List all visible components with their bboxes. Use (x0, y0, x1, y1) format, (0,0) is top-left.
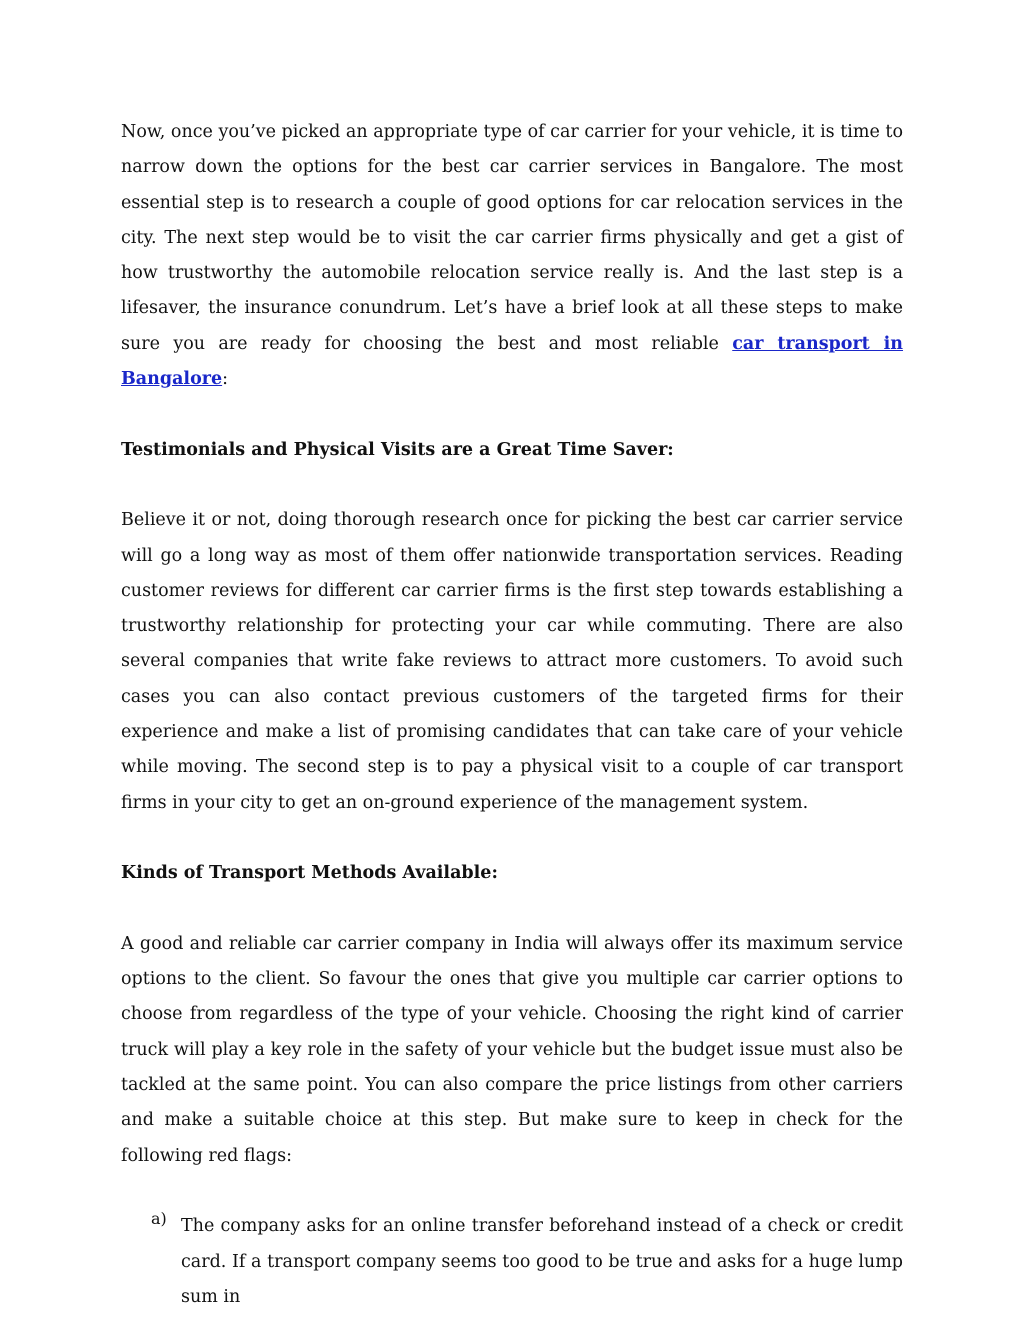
list-item (121, 1209, 903, 1315)
paragraph-spacer (121, 821, 903, 856)
document-page (121, 115, 903, 1315)
paragraph-spacer (121, 468, 903, 503)
intro-paragraph (121, 115, 903, 397)
intro-text: Now, once you’ve picked an appropriate type of car carrier for your vehicle, it is time to narrow down the options for the best car carrier services in Bangalore. The most essential step is to research a couple of good options for car relocation services in the city. The next step would be to visit the car carrier firms physically and get a gist of how trustworthy the automobile relocation service really is. And the last step is a lifesaver, the insurance conundrum. Let’s have a brief look at all these steps to make sure you are ready for choosing the best and most reliable (121, 122, 903, 354)
paragraph-spacer (121, 892, 903, 927)
section-heading-testimonials: Testimonials and Physical Visits are a Great Time Saver: (121, 439, 674, 460)
transport-methods-paragraph: A good and reliable car carrier company in India will always offer its maximum service options to the client. So favour the ones that give you multiple car carrier options to choose from regardless of the type of your vehicle. Choosing the right kind of carrier truck will play a key role in the safety of your vehicle but the budget issue must also be tackled at the same point. You can also compare the price listings from other carriers and make a suitable choice at this step. But make sure to keep in check for the following red flags: (121, 933, 903, 1166)
intro-text-end: : (222, 369, 229, 390)
testimonials-paragraph: Believe it or not, doing thorough research once for picking the best car carrier service will go a long way as most of them offer nationwide transportation services. Reading customer reviews for different car carrier firms is the first step towards establishing a trustworthy relationship for protecting your car while commuting. There are also several companies that write fake reviews to attract more customers. To avoid such cases you can also contact previous customers of the targeted firms for their experience and make a list of promising candidates that can take care of your vehicle while moving. The second step is to pay a physical visit to a couple of car transport firms in your city to get an on-ground experience of the management system. (121, 510, 903, 813)
paragraph-spacer (121, 397, 903, 432)
list-item-text: The company asks for an online transfer beforehand instead of a check or credit card. If a transport company seems too good to be true and asks for a huge lump sum in (181, 1216, 903, 1307)
car-transport-bangalore-link[interactable]: car transport in Bangalore (121, 333, 904, 390)
list-marker: a) (151, 1209, 167, 1229)
paragraph-spacer (121, 1174, 903, 1209)
section-heading-transport-methods: Kinds of Transport Methods Available: (121, 863, 498, 884)
